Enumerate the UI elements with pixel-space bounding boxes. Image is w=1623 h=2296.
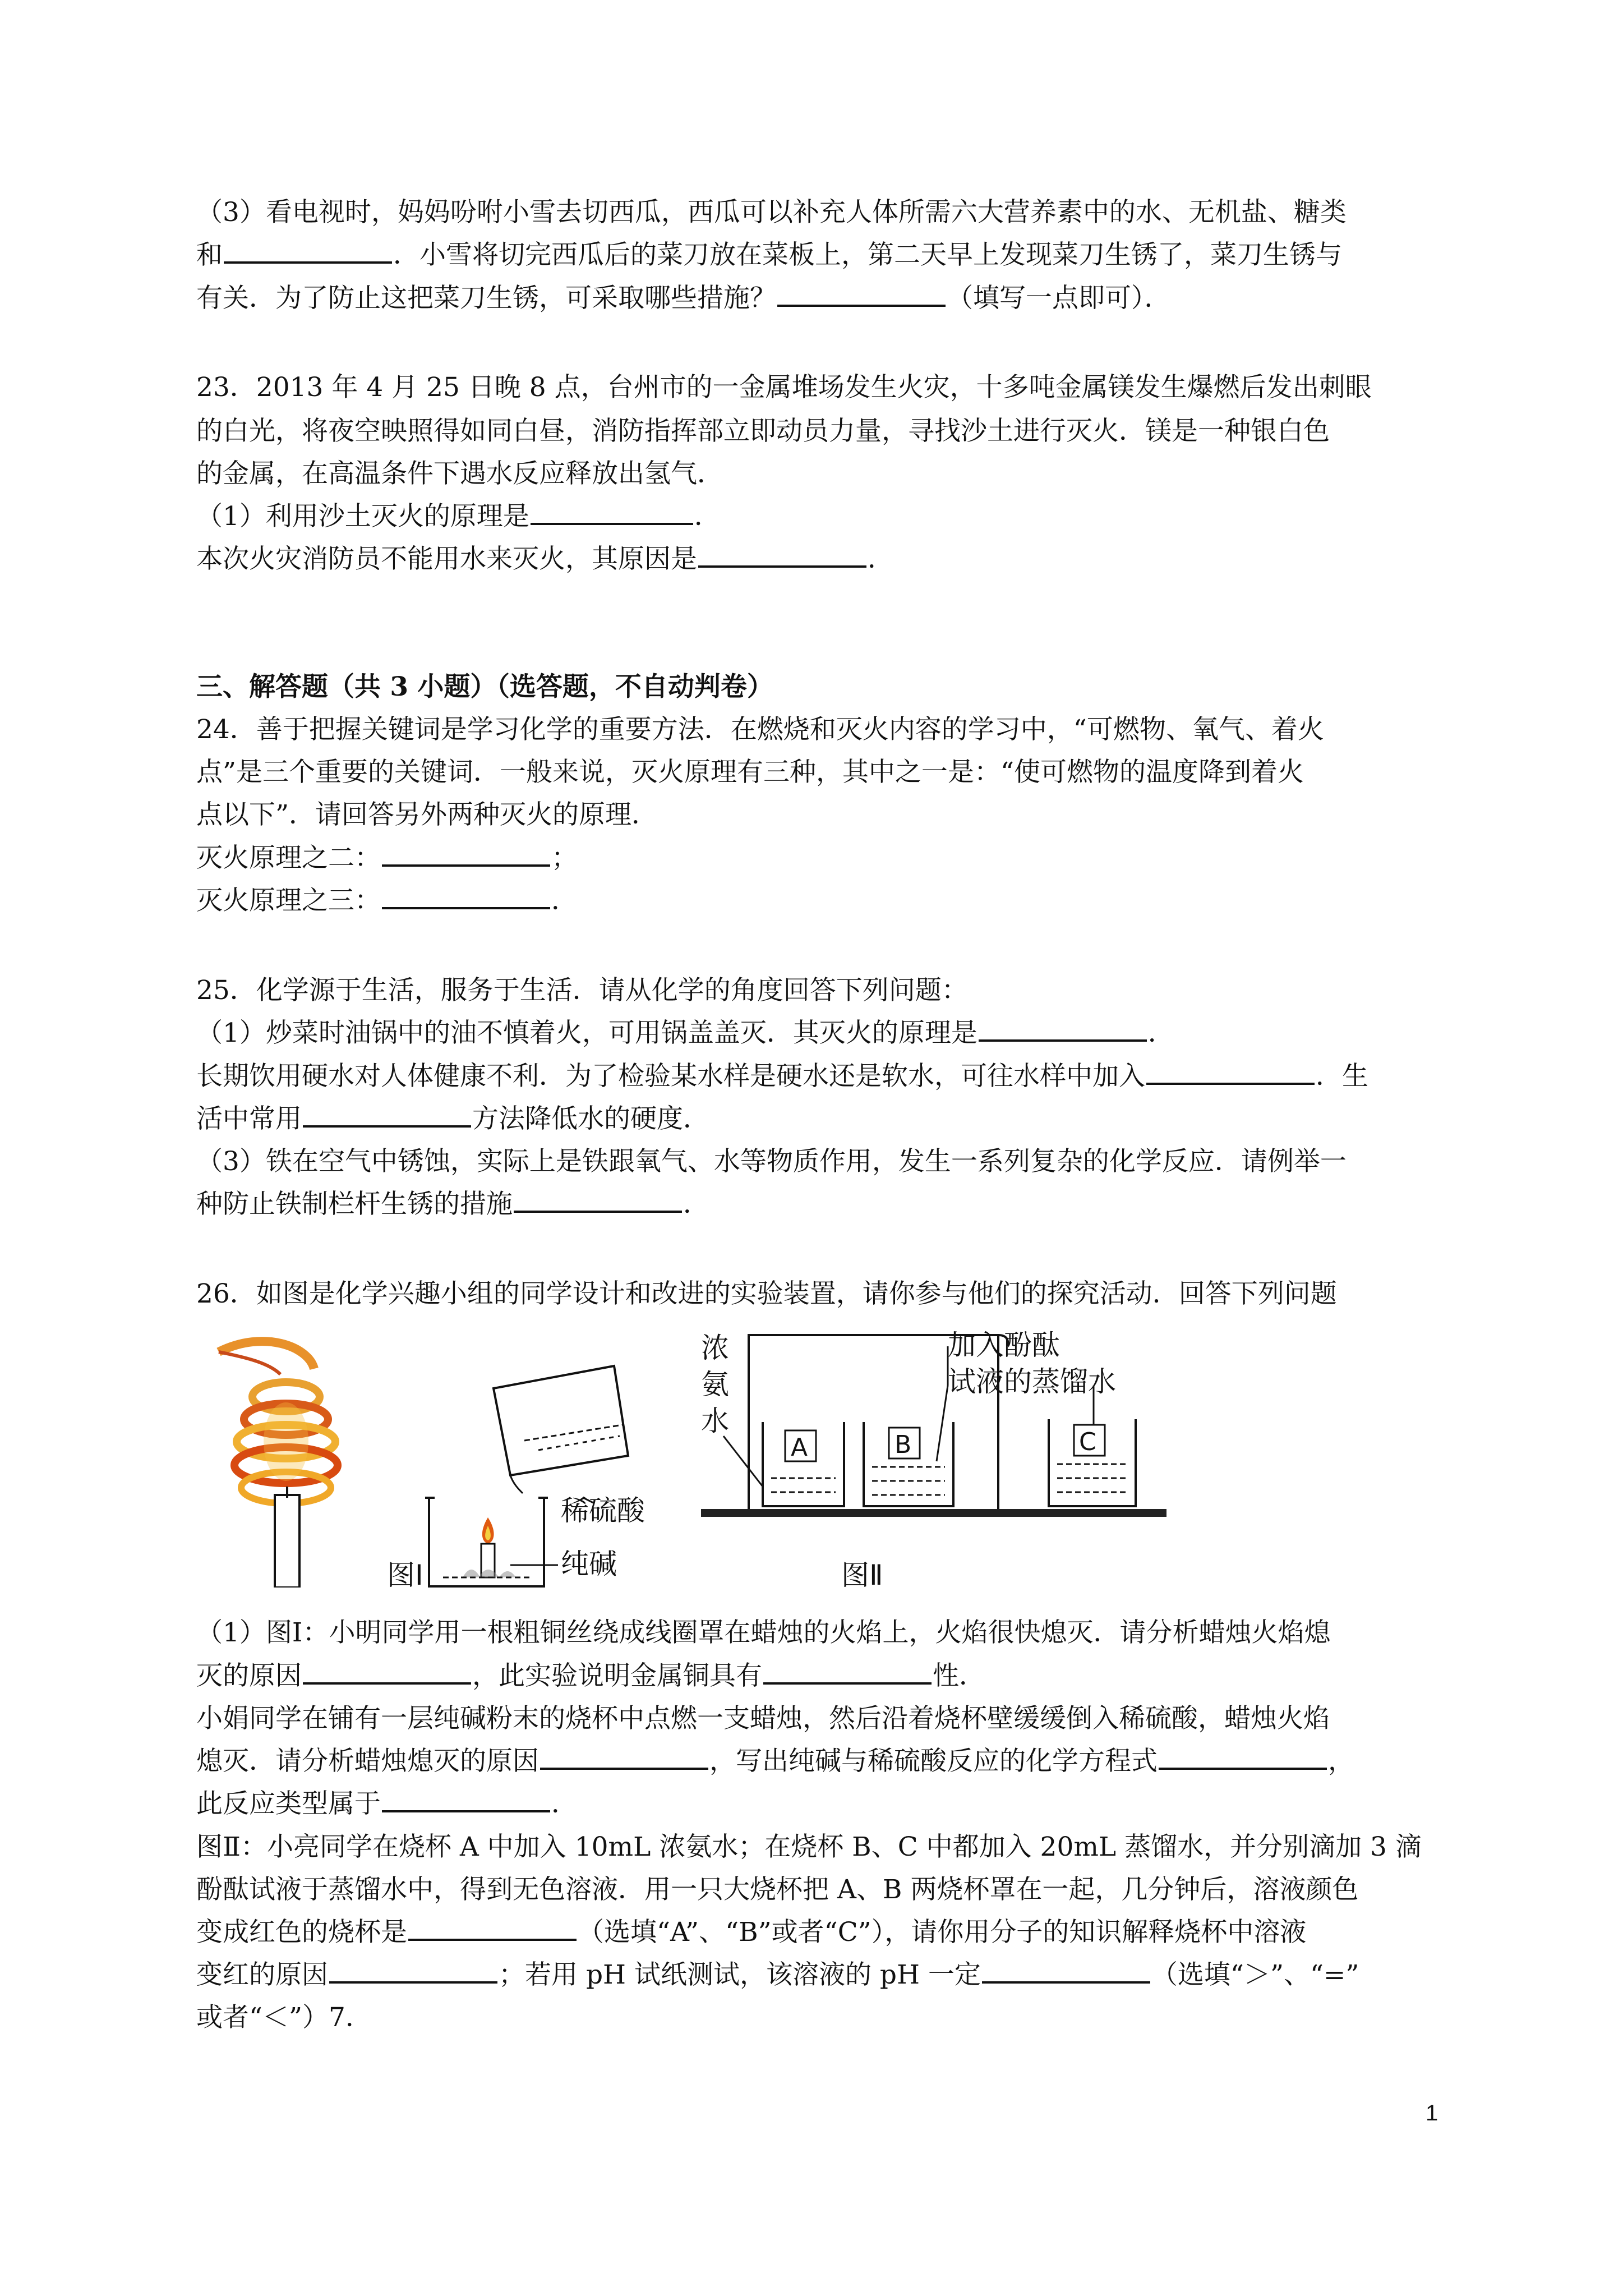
text: ． bbox=[1147, 1018, 1174, 1048]
q23-part2 bbox=[196, 541, 1447, 578]
table-surface bbox=[701, 1509, 1166, 1517]
answer-blank[interactable] bbox=[224, 237, 392, 264]
q26-part3-line2 bbox=[196, 1871, 1447, 1908]
answer-blank[interactable] bbox=[763, 1658, 932, 1685]
beaker-a-icon bbox=[763, 1422, 844, 1506]
q25-part1 bbox=[196, 1015, 1447, 1052]
figure-2-drawing bbox=[701, 1324, 1430, 1588]
answer-blank[interactable] bbox=[979, 1015, 1147, 1042]
beaker-b-label: B bbox=[895, 1430, 912, 1459]
q23-line1 bbox=[196, 369, 1447, 406]
q26-part3-line1 bbox=[196, 1829, 1447, 1866]
text: ．生 bbox=[1316, 1061, 1368, 1092]
text: 三、解答题（共 3 小题）（选答题，不自动判卷） bbox=[196, 671, 773, 702]
text: 长期饮用硬水对人体健康不利．为了检验某水样是硬水还是软水，可往水样中加入 bbox=[196, 1061, 1145, 1092]
q26-part2-line3 bbox=[196, 1786, 1447, 1823]
text: （选填“A”、“B”或者“C”），请你用分子的知识解释烧杯中溶液 bbox=[578, 1917, 1307, 1948]
text: （填写一点即可）． bbox=[947, 283, 1171, 314]
text: 的白光，将夜空映照得如同白昼，消防指挥部立即动员力量，寻找沙土进行灭火．镁是一种银白色 bbox=[196, 416, 1330, 447]
text: 23．2013 年 4 月 25 日晚 8 点，台州市的一金属堆场发生火灾，十多吨金属镁发生爆燃后发出刺眼 bbox=[196, 372, 1372, 403]
text: 本次火灾消防员不能用水来灭火，其原因是 bbox=[196, 544, 697, 574]
beaker-c-label: C bbox=[1079, 1428, 1096, 1456]
answer-blank[interactable] bbox=[329, 1957, 497, 1984]
q26-part3-line4 bbox=[196, 1957, 1447, 1994]
label-pointer bbox=[937, 1386, 948, 1461]
label-pointer bbox=[723, 1436, 763, 1487]
text: ，写出纯碱与稀硫酸反应的化学方程式 bbox=[709, 1746, 1158, 1777]
text: 变成红色的烧杯是 bbox=[196, 1917, 407, 1948]
text: ， bbox=[1328, 1746, 1354, 1777]
text: ．小雪将切完西瓜后的菜刀放在菜板上，第二天早上发现菜刀生锈了，菜刀生锈与 bbox=[393, 240, 1342, 270]
q22-part3-line2 bbox=[196, 237, 1447, 274]
pouring-beaker-icon bbox=[494, 1366, 628, 1493]
q26-part2-line2 bbox=[196, 1743, 1447, 1780]
text: 活中常用 bbox=[196, 1103, 302, 1134]
copper-coil-icon bbox=[219, 1341, 338, 1503]
text: 此反应类型属于 bbox=[196, 1788, 381, 1819]
text: ． bbox=[868, 544, 894, 574]
text: 酚酞试液于蒸馏水中，得到无色溶液．用一只大烧杯把 A、B 两烧杯罩在一起，几分钟后，溶液颜色 bbox=[196, 1874, 1359, 1905]
text: 方法降低水的硬度． bbox=[472, 1103, 709, 1134]
figure-1-drawing bbox=[196, 1335, 690, 1588]
text: ；若用 pH 试纸测试，该溶液的 pH 一定 bbox=[499, 1959, 981, 1990]
beaker-a-label: A bbox=[791, 1433, 808, 1462]
text: 熄灭．请分析蜡烛熄灭的原因 bbox=[196, 1746, 539, 1777]
answer-blank[interactable] bbox=[1159, 1743, 1327, 1770]
page-number: 1 bbox=[1426, 2101, 1438, 2125]
answer-blank[interactable] bbox=[777, 280, 946, 307]
text: 26．如图是化学兴趣小组的同学设计和改进的实验装置，请你参与他们的探究活动．回答下列问题 bbox=[196, 1278, 1337, 1309]
q24-answer1 bbox=[196, 840, 1447, 877]
text: 或者“＜”）7． bbox=[196, 2002, 372, 2033]
text: ． bbox=[551, 1788, 578, 1819]
q22-part3-line1 bbox=[196, 194, 1447, 231]
section-heading bbox=[196, 669, 1447, 706]
text: 种防止铁制栏杆生锈的措施 bbox=[196, 1189, 513, 1220]
q22-part3-line3 bbox=[196, 280, 1447, 317]
answer-blank[interactable] bbox=[982, 1957, 1150, 1984]
answer-blank[interactable] bbox=[531, 498, 693, 525]
answer-blank[interactable] bbox=[382, 1786, 550, 1812]
text: 有关．为了防止这把菜刀生锈，可采取哪些措施？ bbox=[196, 283, 776, 314]
text: （选填“＞”、“=” bbox=[1151, 1959, 1359, 1990]
text: （1）炒菜时油锅中的油不慎着火，可用锅盖盖灭．其灭火的原理是 bbox=[196, 1018, 978, 1048]
text: 24．善于把握关键词是学习化学的重要方法．在燃烧和灭火内容的学习中，“可燃物、氧气、着火 bbox=[196, 714, 1324, 745]
candle-flame-icon bbox=[443, 1517, 533, 1577]
text: （1）图Ⅰ：小明同学用一根粗铜丝绕成线圈罩在蜡烛的火焰上，火焰很快熄灭．请分析蜡烛火焰熄 bbox=[196, 1617, 1331, 1648]
figure-1-caption: 图Ⅰ bbox=[387, 1559, 423, 1591]
answer-blank[interactable] bbox=[540, 1743, 708, 1770]
q24-answer2 bbox=[196, 882, 1447, 919]
text: （3）铁在空气中锈蚀，实际上是铁跟氧气、水等物质作用，发生一系列复杂的化学反应．请例举一 bbox=[196, 1146, 1347, 1177]
text: ． bbox=[551, 885, 578, 916]
text: 25．化学源于生活，服务于生活．请从化学的角度回答下列问题： bbox=[196, 975, 968, 1006]
label-acid: 稀硫酸 bbox=[561, 1494, 645, 1527]
answer-blank[interactable] bbox=[1146, 1058, 1315, 1085]
text: 和 bbox=[196, 240, 223, 270]
q26-part1-line1 bbox=[196, 1614, 1447, 1651]
figure-2-caption: 图Ⅱ bbox=[841, 1559, 883, 1591]
text: 变红的原因 bbox=[196, 1959, 328, 1990]
text: 灭的原因 bbox=[196, 1660, 302, 1691]
q26-part1-line2 bbox=[196, 1658, 1447, 1695]
answer-blank[interactable] bbox=[382, 882, 550, 909]
text: 性． bbox=[933, 1660, 985, 1691]
answer-blank[interactable] bbox=[303, 1658, 471, 1685]
text: 点”是三个重要的关键词．一般来说，灭火原理有三种，其中之一是：“使可燃物的温度降到着火 bbox=[196, 757, 1304, 788]
q25-part2b bbox=[196, 1101, 1447, 1138]
text: （1）利用沙土灭火的原理是 bbox=[196, 501, 529, 532]
text: 灭火原理之二： bbox=[196, 843, 381, 873]
text: 点以下”．请回答另外两种灭火的原理． bbox=[196, 799, 658, 830]
figure-1 bbox=[196, 1335, 690, 1591]
text: 小娟同学在铺有一层纯碱粉末的烧杯中点燃一支蜡烛，然后沿着烧杯壁缓缓倒入稀硫酸，蜡烛火焰 bbox=[196, 1703, 1330, 1734]
answer-blank[interactable] bbox=[698, 541, 866, 568]
text: ． bbox=[683, 1189, 709, 1220]
label-water-2: 试液的蒸馏水 bbox=[948, 1365, 1116, 1398]
text: ； bbox=[551, 843, 578, 873]
answer-blank[interactable] bbox=[382, 840, 550, 867]
figure-2 bbox=[701, 1324, 1430, 1591]
q23-line2 bbox=[196, 413, 1447, 450]
answer-blank[interactable] bbox=[514, 1186, 682, 1213]
text: 图Ⅱ：小亮同学在烧杯 A 中加入 10mL 浓氨水；在烧杯 B、C 中都加入 20mL 蒸馏水，并分别滴加 3 滴 bbox=[196, 1832, 1422, 1862]
q26-line1 bbox=[196, 1276, 1447, 1313]
text: ，此实验说明金属铜具有 bbox=[472, 1660, 762, 1691]
q26-part3-line3 bbox=[196, 1914, 1447, 1951]
q23-part1 bbox=[196, 498, 1447, 535]
text: ． bbox=[694, 501, 721, 532]
label-ammonia-2: 氨 bbox=[701, 1368, 729, 1401]
text: （3）看电视时，妈妈吩咐小雪去切西瓜，西瓜可以补充人体所需六大营养素中的水、无机盐、糖类 bbox=[196, 197, 1347, 228]
text: 灭火原理之三： bbox=[196, 885, 381, 916]
q23-line3 bbox=[196, 455, 1447, 493]
q25-part3b bbox=[196, 1186, 1447, 1223]
q24-line1 bbox=[196, 711, 1447, 748]
label-soda: 纯碱 bbox=[561, 1548, 617, 1580]
q24-line3 bbox=[196, 797, 1447, 834]
q25-part2 bbox=[196, 1058, 1447, 1095]
label-ammonia-1: 浓 bbox=[701, 1332, 729, 1364]
label-ammonia-3: 水 bbox=[701, 1405, 729, 1437]
q25-part3 bbox=[196, 1143, 1447, 1180]
q24-line2 bbox=[196, 754, 1447, 791]
answer-blank[interactable] bbox=[408, 1914, 577, 1941]
label-water-1: 加入酚酞 bbox=[948, 1329, 1060, 1361]
answer-blank[interactable] bbox=[303, 1101, 471, 1128]
candle-icon bbox=[275, 1487, 299, 1588]
beaker-c-icon bbox=[1049, 1419, 1136, 1506]
text: 的金属，在高温条件下遇水反应释放出氢气． bbox=[196, 458, 723, 489]
q26-part3-line5 bbox=[196, 1999, 1447, 2036]
q25-line1 bbox=[196, 972, 1447, 1009]
q26-part2-line1 bbox=[196, 1700, 1447, 1737]
